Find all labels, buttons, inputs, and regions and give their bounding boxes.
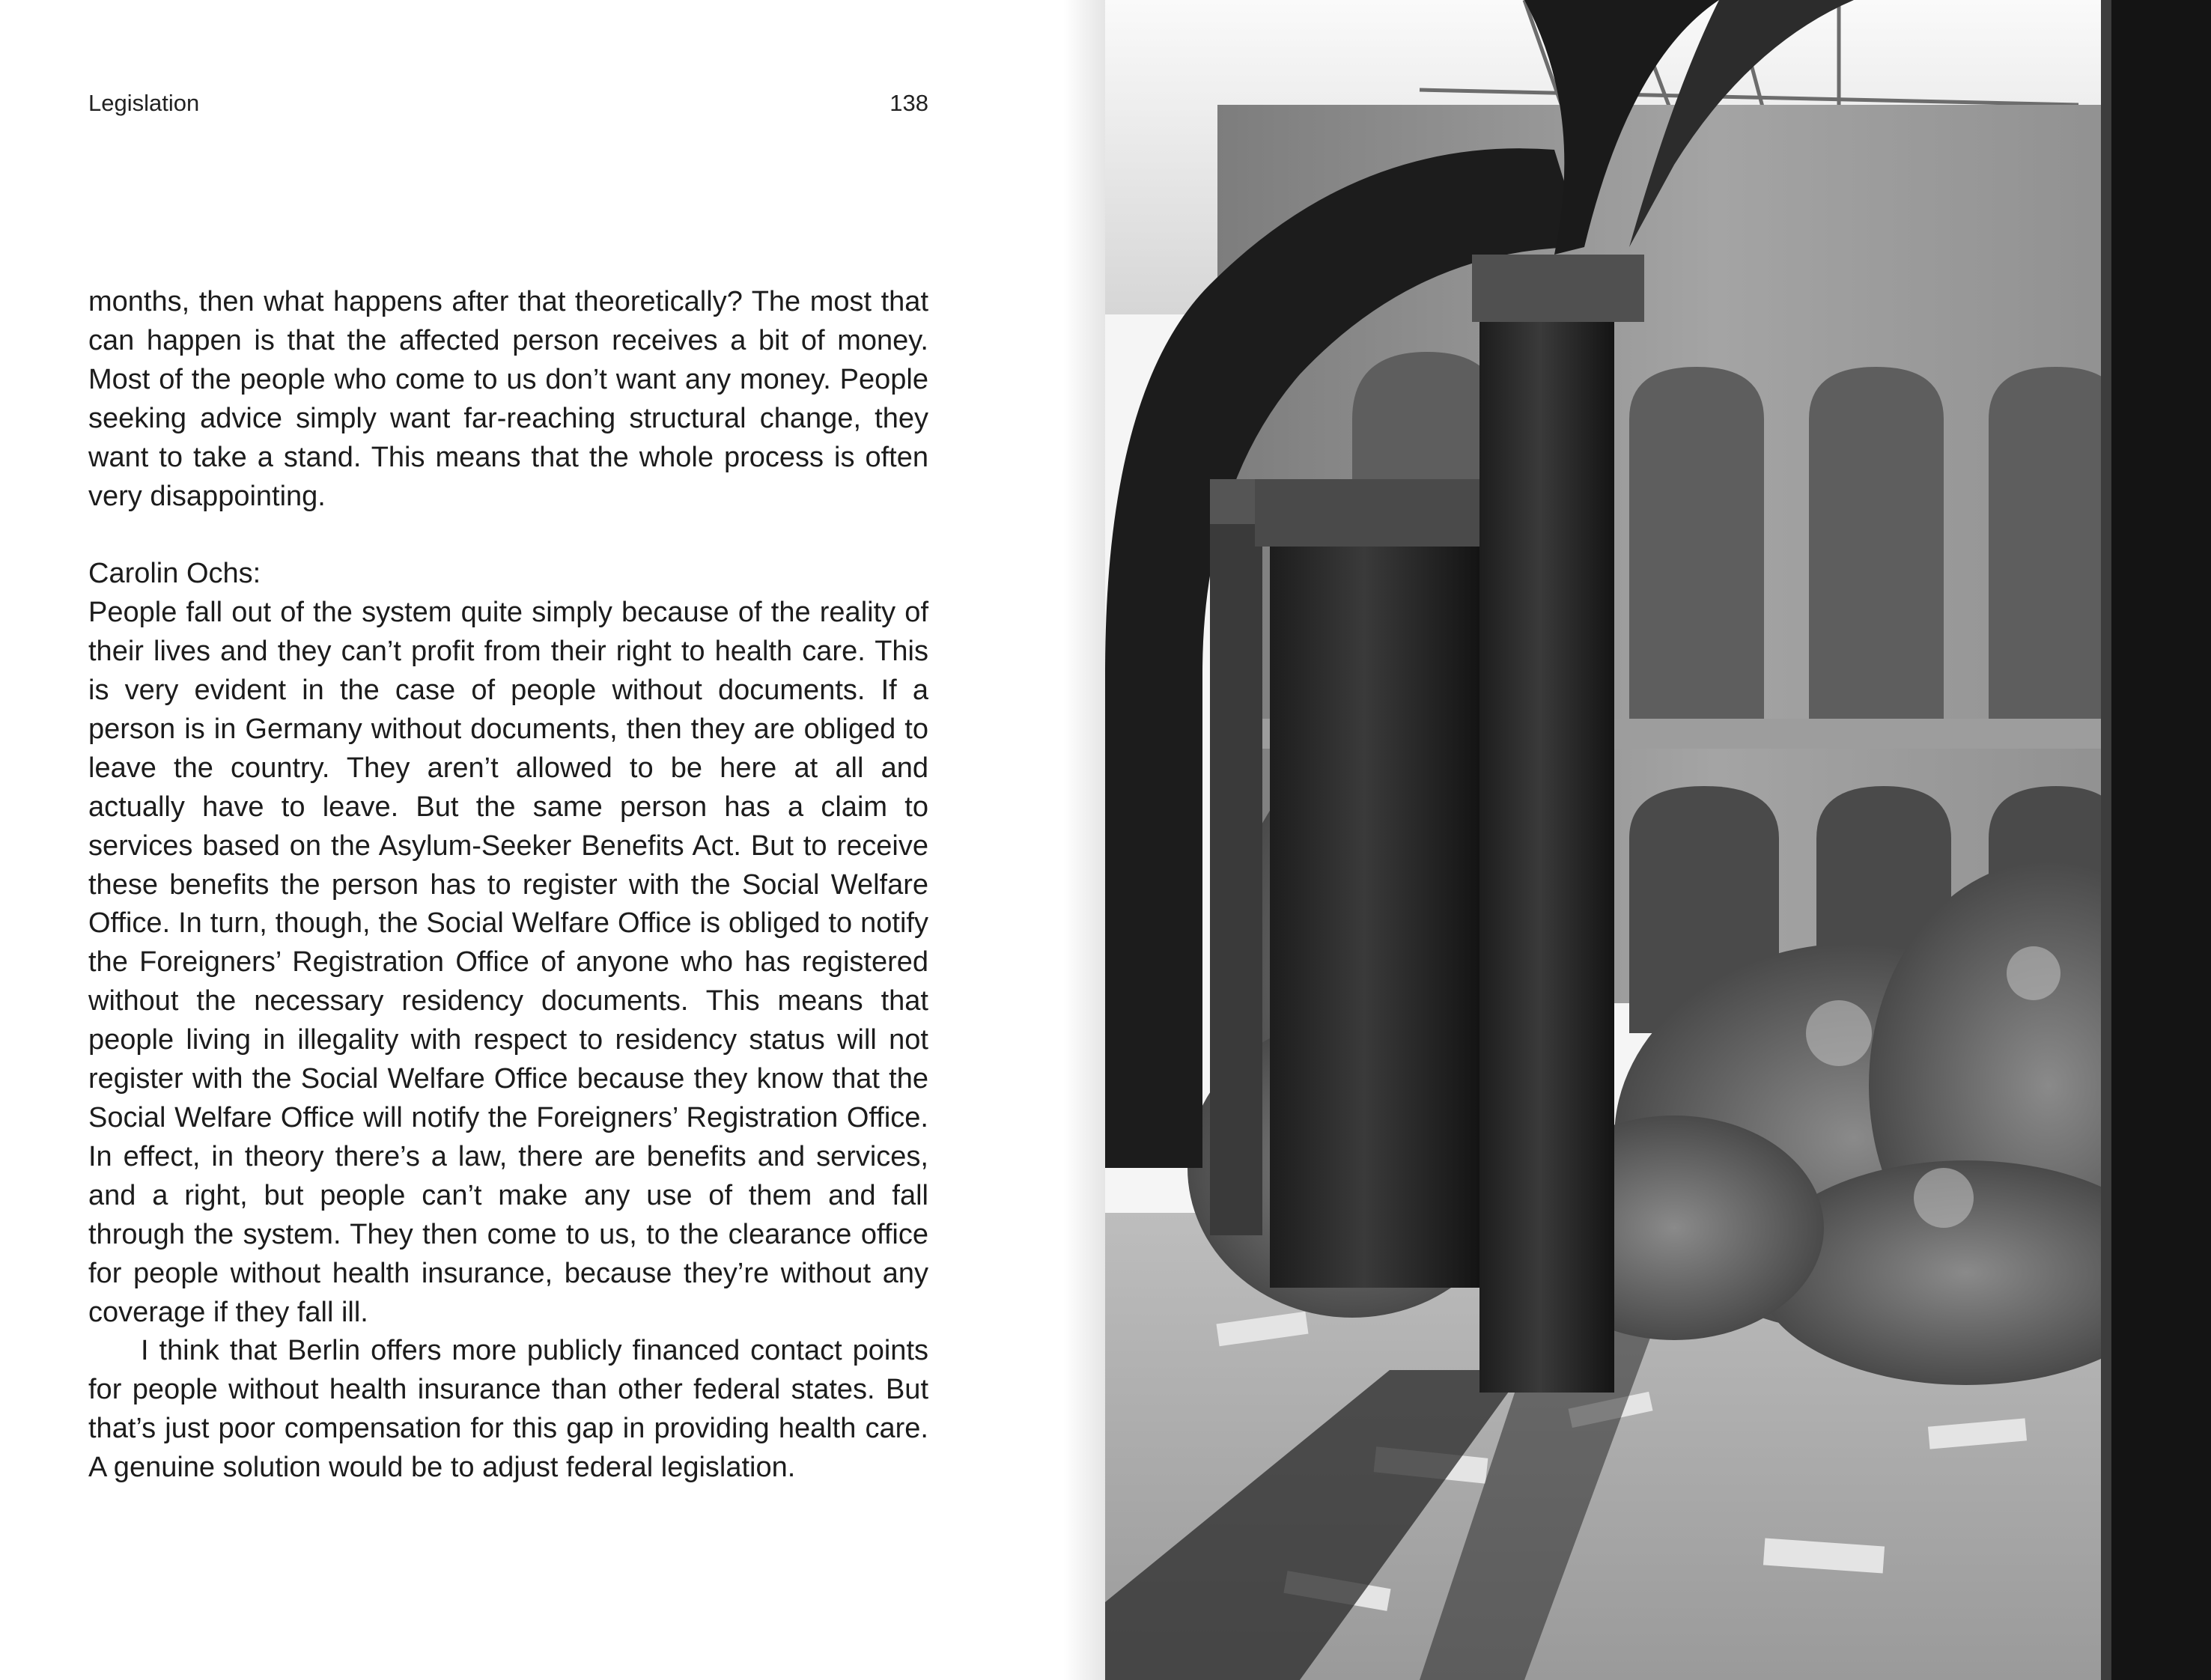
pillar: [1210, 479, 1262, 1235]
paragraph: months, then what happens after that theoretically? The most that can happen is that the affected person receives a bit of money. Most of the people who come to us don’t want any money. People seeking advice simply want far-reaching structural change, they want to take a stand. This means that the whole process is often very disappointing.: [88, 286, 928, 512]
gutter-shadow: [1063, 0, 1105, 1680]
running-head: [88, 90, 928, 127]
photo-page: [1105, 0, 2211, 1680]
pillar-capital: [1255, 479, 1494, 547]
courtyard-photo: [1105, 0, 2211, 1680]
paragraph: I think that Berlin offers more publicly financed contact points for people without health insurance than other federal states. But that’s just poor compensation for this gap in providing health care. A genuine solution would be to adjust federal legislation.: [88, 1335, 928, 1484]
door-frame: [2108, 0, 2211, 1680]
body-text: [88, 283, 928, 1488]
section-title: Legislation: [88, 90, 200, 116]
paragraph: People fall out of the system quite simply because of the reality of their lives and they can’t profit from their right to health care. This is very evident in the case of people without documents. If a person is in Germany without documents, then they are obliged to leave the country. They aren’t allowed to be here at all and actually have to leave. But the same person has a claim to services based on the Asylum-Seeker Benefits Act. But to receive these benefits the person has to register with the Social Welfare Office. In turn, though, the Social Welfare Office is obliged to notify the Foreigners’ Registration Office of anyone who has registered without the necessary residency documents. This means that people living in illegality with respect to residency status will not register with the Social Welfare Office because they know that the Social Welfare Office will notify the Foreigners’ Registration Office. In effect, in theory there’s a law, there are benefits and services, and a right, but people can’t make any use of them and fall through the system. They then come to us, to the clearance office for people without health insurance, because they’re without any coverage if they fall ill.: [88, 597, 928, 1328]
speaker-name: Carolin Ochs:: [88, 558, 261, 590]
door-frame-edge: [2101, 0, 2111, 1680]
page-number: 138: [889, 90, 928, 116]
pillar-capital: [1472, 255, 1644, 322]
text-page: [0, 0, 1105, 1680]
pillar: [1479, 255, 1614, 1393]
pillar: [1210, 479, 1262, 524]
pillar: [1270, 479, 1479, 1288]
